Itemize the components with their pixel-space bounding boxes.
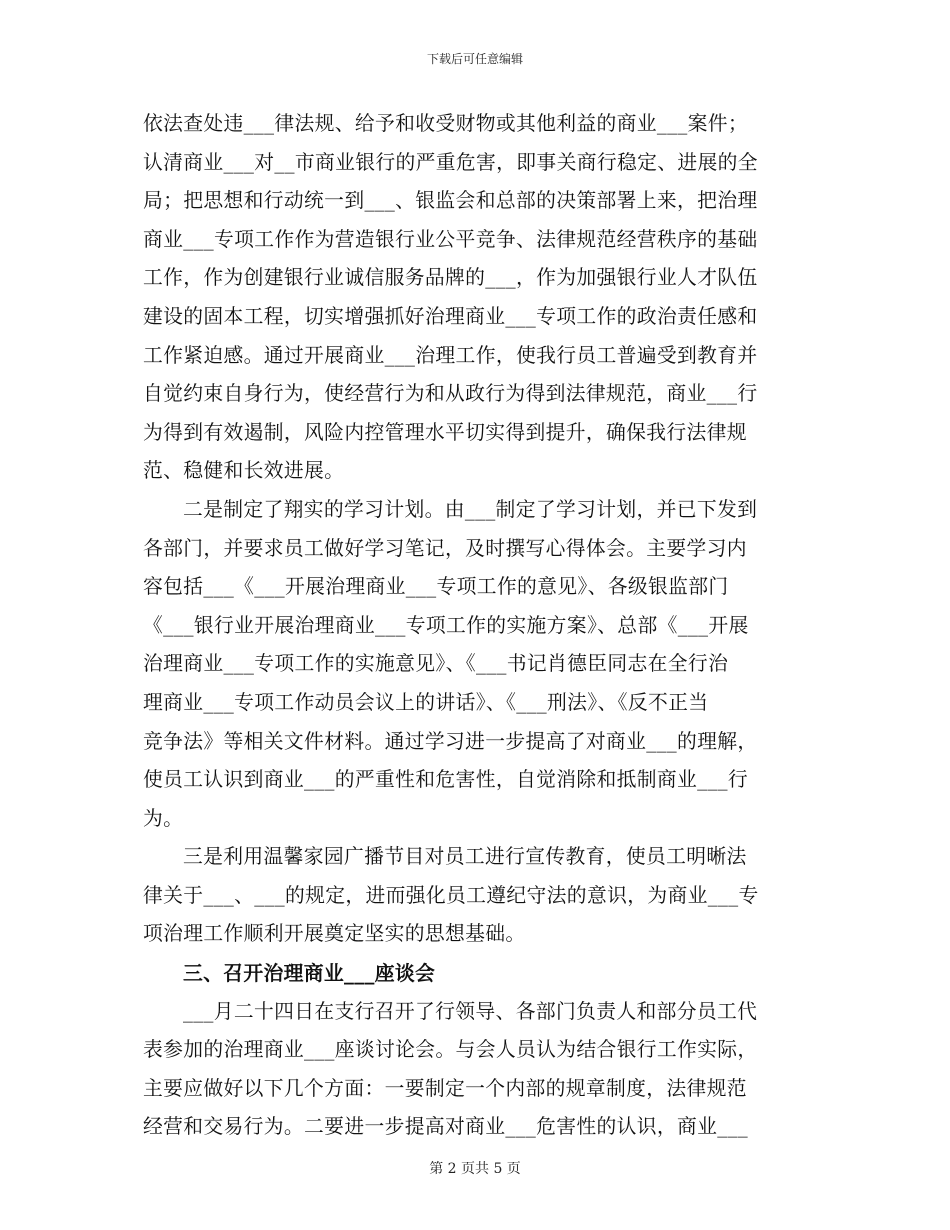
text-line: 建设的固本工程，切实增强抓好治理商业___专项工作的政治责任感和 [143, 304, 758, 328]
document-body [143, 105, 808, 1147]
text-line: 工作，作为创建银行业诚信服务品牌的___，作为加强银行业人才队伍 [143, 266, 758, 290]
text-line: 各部门，并要求员工做好学习笔记，及时撰写心得体会。主要学习内 [143, 536, 747, 560]
text-line: 容包括___《___开展治理商业___专项工作的意见》、各级银监部门 [143, 575, 729, 599]
text-line: 二是制定了翔实的学习计划。由___制定了学习计划，并已下发到 [183, 497, 758, 521]
section-heading: 三、召开治理商业___座谈会 [183, 961, 436, 986]
text-line: 治理商业___专项工作的实施意见》、《___书记肖德臣同志在全行治 [143, 652, 729, 676]
text-line: 经营和交易行为。二要进一步提高对商业___危害性的认识，商业___ [143, 1115, 748, 1139]
text-line: 三是利用温馨家园广播节目对员工进行宣传教育，使员工明晰法 [183, 845, 747, 869]
text-line: 局；把思想和行动统一到___、银监会和总部的决策部署上来，把治理 [143, 189, 758, 213]
text-line: 范、稳健和长效进展。 [143, 459, 345, 483]
text-line: 《___银行业开展治理商业___专项工作的实施方案》、总部《___开展 [143, 613, 749, 637]
text-line: 认清商业___对__市商业银行的严重危害，即事关商行稳定、进展的全 [143, 150, 758, 174]
text-line: 理商业___专项工作动员会议上的讲话》、《___刑法》、《反不正当 [143, 690, 709, 714]
text-line: 竞争法》等相关文件材料。通过学习进一步提高了对商业___的理解， [143, 729, 758, 753]
text-line: 项治理工作顺利开展奠定坚实的思想基础。 [143, 922, 526, 946]
text-line: 为得到有效遏制，风险内控管理水平切实得到提升，确保我行法律规 [143, 420, 747, 444]
page-header: 下载后可任意编辑 [426, 52, 523, 66]
text-line: 为。 [143, 806, 184, 830]
text-line: 表参加的治理商业___座谈讨论会。与会人员认为结合银行工作实际， [143, 1038, 758, 1062]
text-line: 律关于___、___的规定，进而强化员工遵纪守法的意识，为商业___专 [143, 883, 759, 907]
text-line: 工作紧迫感。通过开展商业___治理工作，使我行员工普遍受到教育并 [143, 343, 758, 367]
page-footer: 第 2 页共 5 页 [429, 1161, 521, 1177]
text-line: 主要应做好以下几个方面：一要制定一个内部的规章制度，法律规范 [143, 1076, 747, 1100]
text-line: 商业___专项工作作为营造银行业公平竞争、法律规范经营秩序的基础 [143, 227, 758, 251]
text-line: 依法查处违___律法规、给予和收受财物或其他利益的商业___案件； [143, 112, 748, 135]
text-line: 使员工认识到商业___的严重性和危害性，自觉消除和抵制商业___行 [143, 768, 748, 792]
text-line: 自觉约束自身行为，使经营行为和从政行为得到法律规范，商业___行 [143, 382, 758, 406]
text-line: ___月二十四日在支行召开了行领导、各部门负责人和部分员工代 [183, 999, 758, 1023]
